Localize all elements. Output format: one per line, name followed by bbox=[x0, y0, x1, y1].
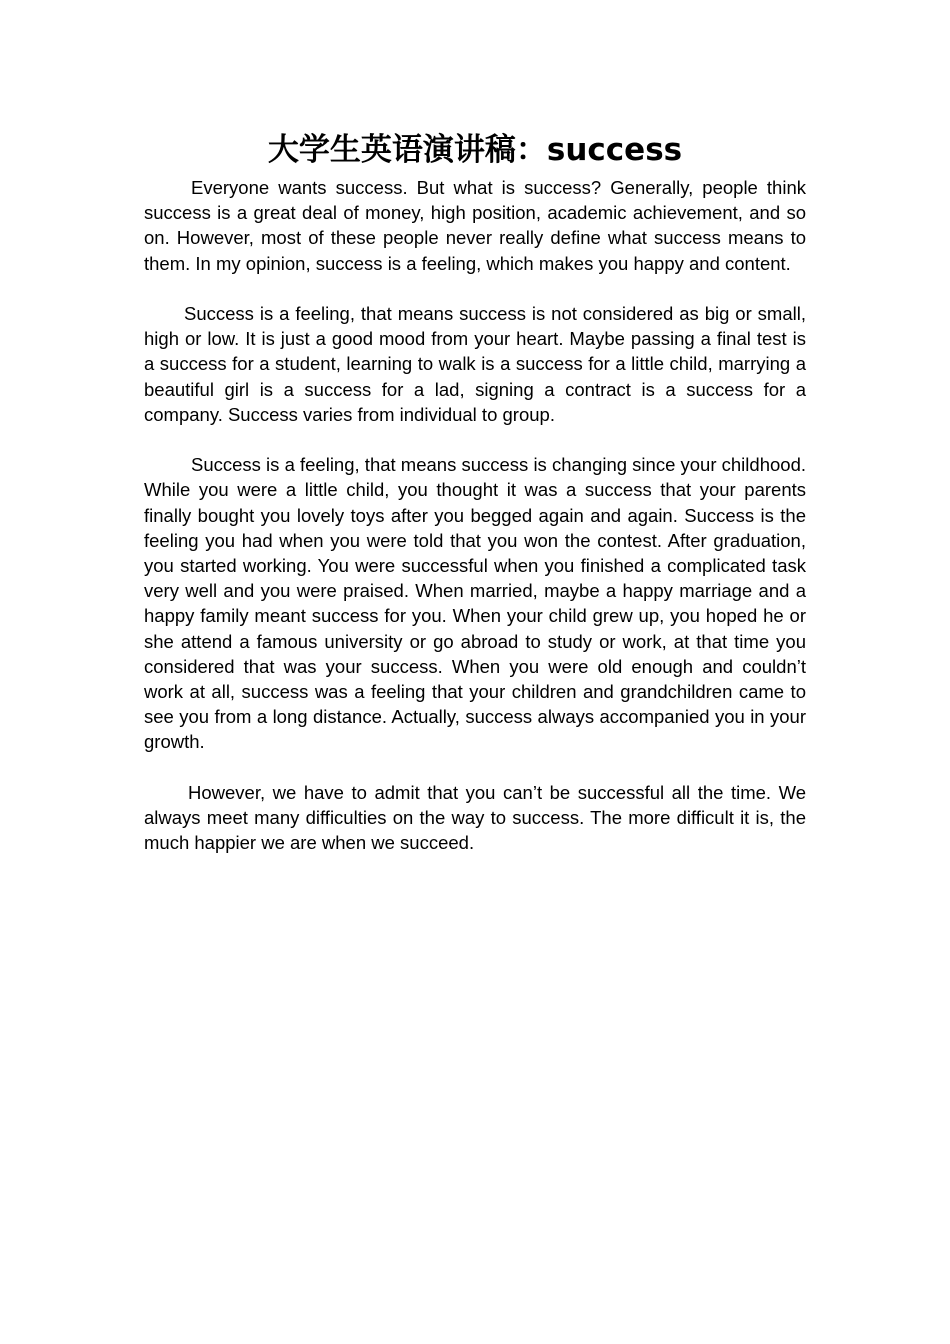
document-title: 大学生英语演讲稿：success bbox=[267, 132, 683, 168]
document-body bbox=[144, 175, 806, 881]
paragraph: Success is a feeling, that means success is not considered as big or small, high or low. It is just a good mood from your heart. Maybe passing a final test is a success for a student, learning to walk is a success for a little child, marrying a beautiful girl is a success for a lad, signing a contract is a success for a company. Success varies from individual to group. bbox=[144, 303, 806, 425]
paragraph: However, we have to admit that you can’t be successful all the time. We always meet many difficulties on the way to success. The more difficult it is, the much happier we are when we succeed. bbox=[144, 781, 806, 854]
paragraph: Everyone wants success. But what is success? Generally, people think success is a great deal of money, high position, academic achievement, and so on. However, most of these people never really define what success means to them. In my opinion, success is a feeling, which makes you happy and content. bbox=[144, 177, 806, 274]
paragraph: Success is a feeling, that means success is changing since your childhood. While you were a little child, you thought it was a success that your parents finally bought you lovely toys after you begged again and again. Success is the feeling you had when you were told that you won the contest. After graduation, you started working. You were successful when you finished a complicated task very well and you were praised. When married, maybe a happy marriage and a happy family meant success for you. When your child grew up, you hoped he or she attend a famous university or go abroad to study or work, at that time you considered that was your success. When you were old enough and couldn’t work at all, success was a feeling that your children and grandchildren came to see you from a long distance. Actually, success always accompanied you in your growth. bbox=[144, 454, 806, 753]
